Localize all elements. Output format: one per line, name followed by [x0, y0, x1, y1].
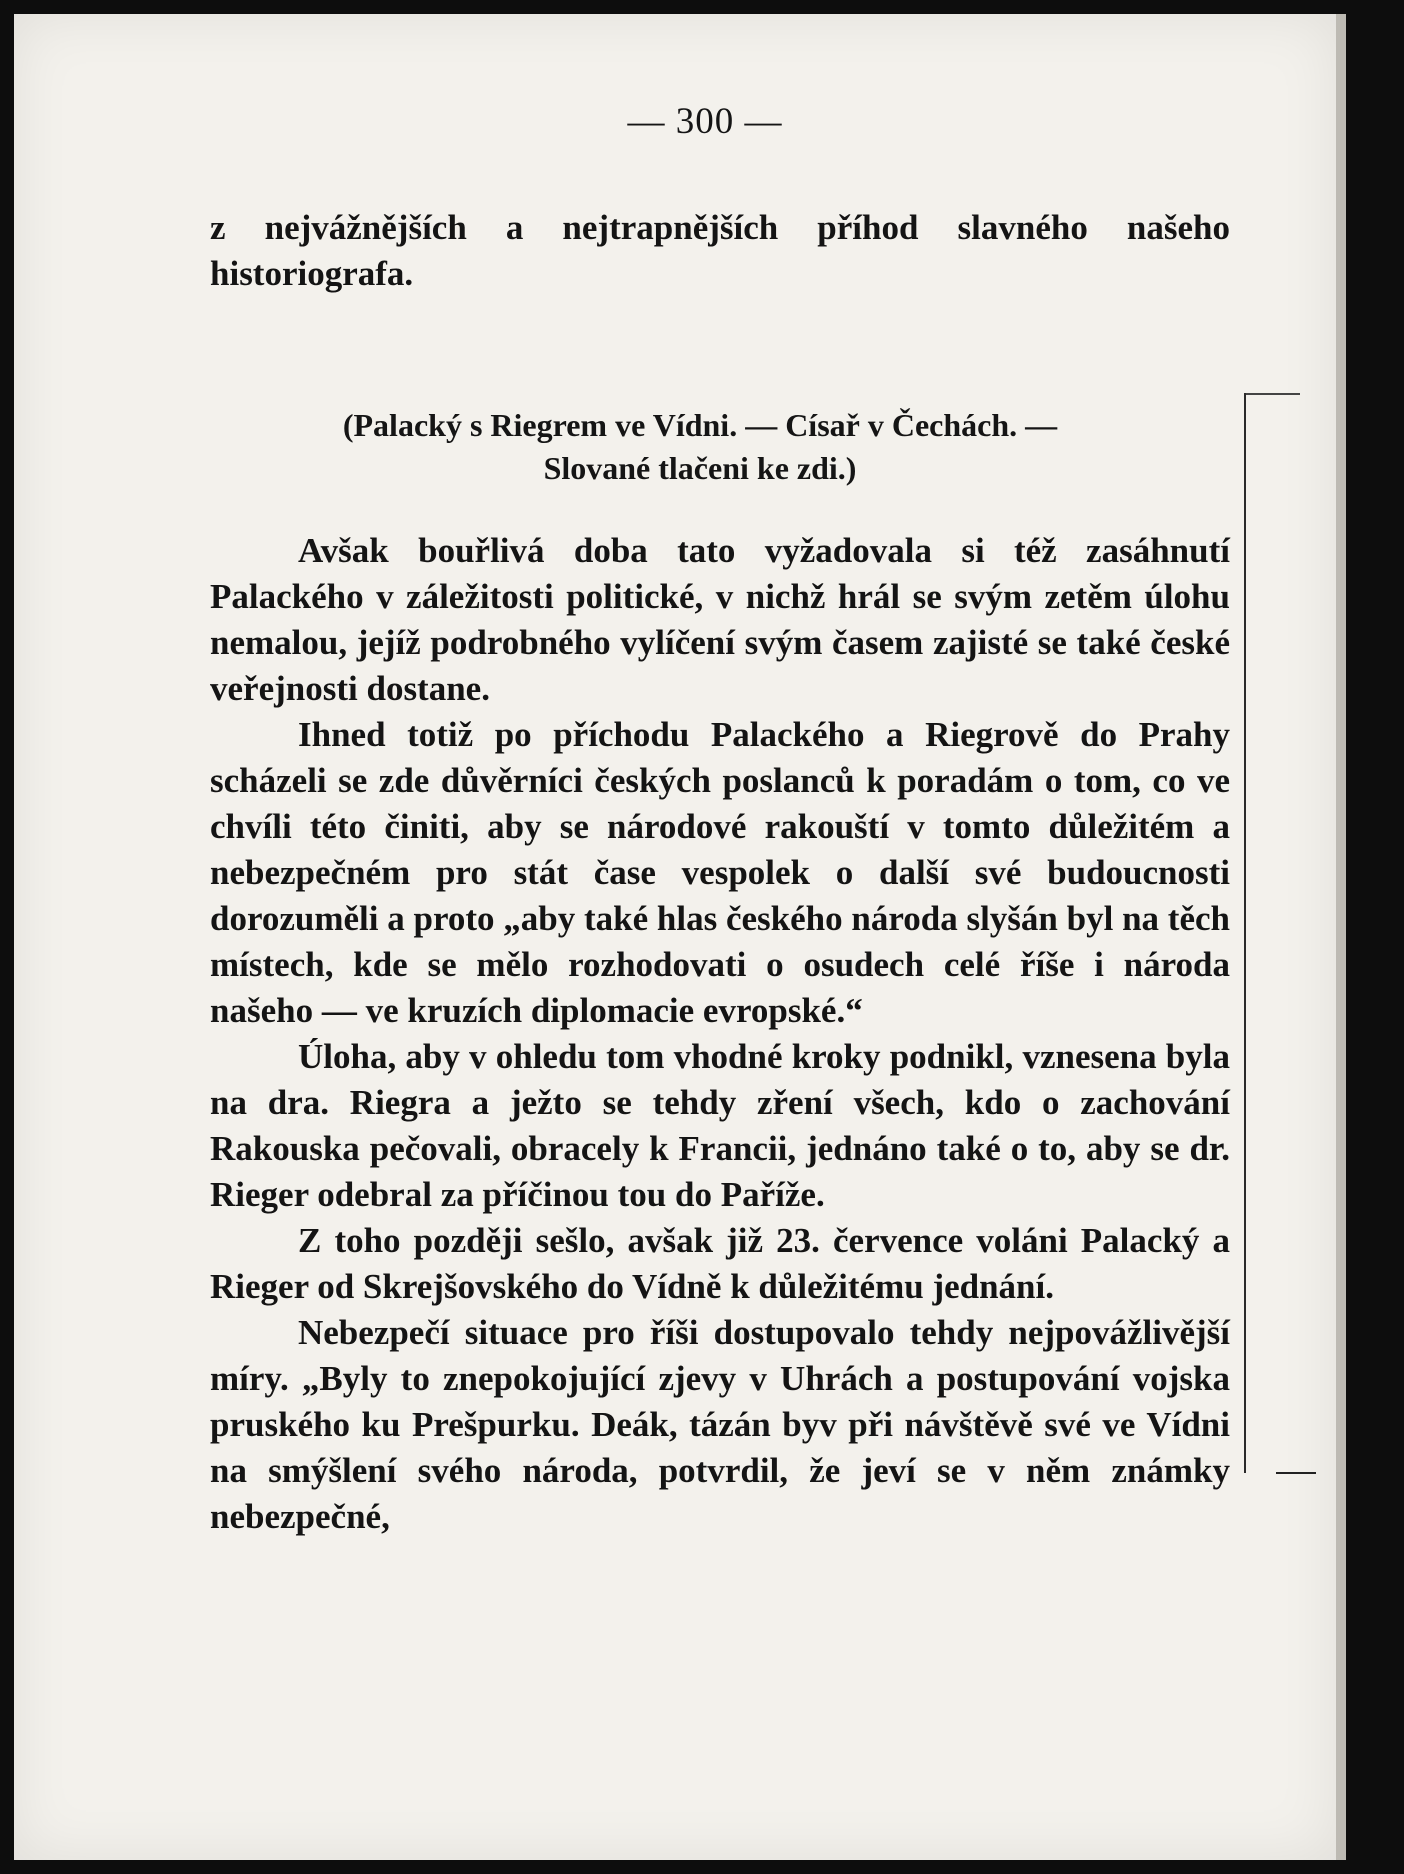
margin-bracket-bottom — [1276, 1472, 1316, 1474]
intro-text: z nejvážnějších a nejtrapnějších příhod slavného našeho historiografa. — [210, 208, 1230, 293]
chapter-summary — [230, 404, 1170, 490]
page-spine — [1336, 14, 1346, 1860]
paragraph: Úloha, aby v ohledu tom vhodné kroky podnikl, vznesena byla na dra. Riegra a ježto se tehdy zření všech, kdo o zachování Rakouska pečovali, obracely k Francii, jednáno také o to, aby se dr. Rieger odebral za příčinou tou do Paříže. — [210, 1037, 1230, 1214]
paragraph: Z toho později sešlo, avšak již 23. července voláni Palacký a Rieger od Skrejšovského do Vídně k důležitému jednání. — [210, 1221, 1230, 1306]
paragraph: Ihned totiž po příchodu Palackého a Riegrově do Prahy scházeli se zde důvěrníci českých poslanců k poradám o tom, co ve chvíli této činiti, aby se národové rakouští v tomto důležitém a nebezpečném pro stát čase vespolek o další své budoucnosti dorozuměli a proto „aby také hlas českého národa slyšán byl na těch místech, kde se mělo rozhodovati o osudech celé říše i národa našeho — ve kruzích diplomacie evropské.“ — [210, 715, 1230, 1030]
margin-bracket-top — [1244, 393, 1300, 395]
page-number: — 300 — — [627, 101, 783, 142]
paragraph: Avšak bouřlivá doba tato vyžadovala si též zasáhnutí Palackého v záležitosti politické, v nichž hrál se svým zetěm úlohu nemalou, jejíž podrobného vylíčení svým časem zajisté se také české veřejnosti dostane. — [210, 531, 1230, 708]
summary-line-1: (Palacký s Riegrem ve Vídni. — Císař v Čechách. — — [342, 407, 1058, 443]
summary-line-2: Slované tlačeni ke zdi.) — [543, 450, 857, 486]
margin-bracket-line — [1244, 393, 1246, 1473]
intro-paragraph — [210, 205, 1230, 297]
paragraph: Nebezpečí situace pro říši dostupovalo tehdy nejpovážlivější míry. „Byly to znepokojující zjevy v Uhrách a postupování vojska pruského ku Prešpurku. Deák, tázán byv při návštěvě své ve Vídni na smýšlení svého národa, potvrdil, že jeví se v něm známky nebezpečné, — [210, 1313, 1230, 1536]
body-text — [210, 528, 1230, 1540]
